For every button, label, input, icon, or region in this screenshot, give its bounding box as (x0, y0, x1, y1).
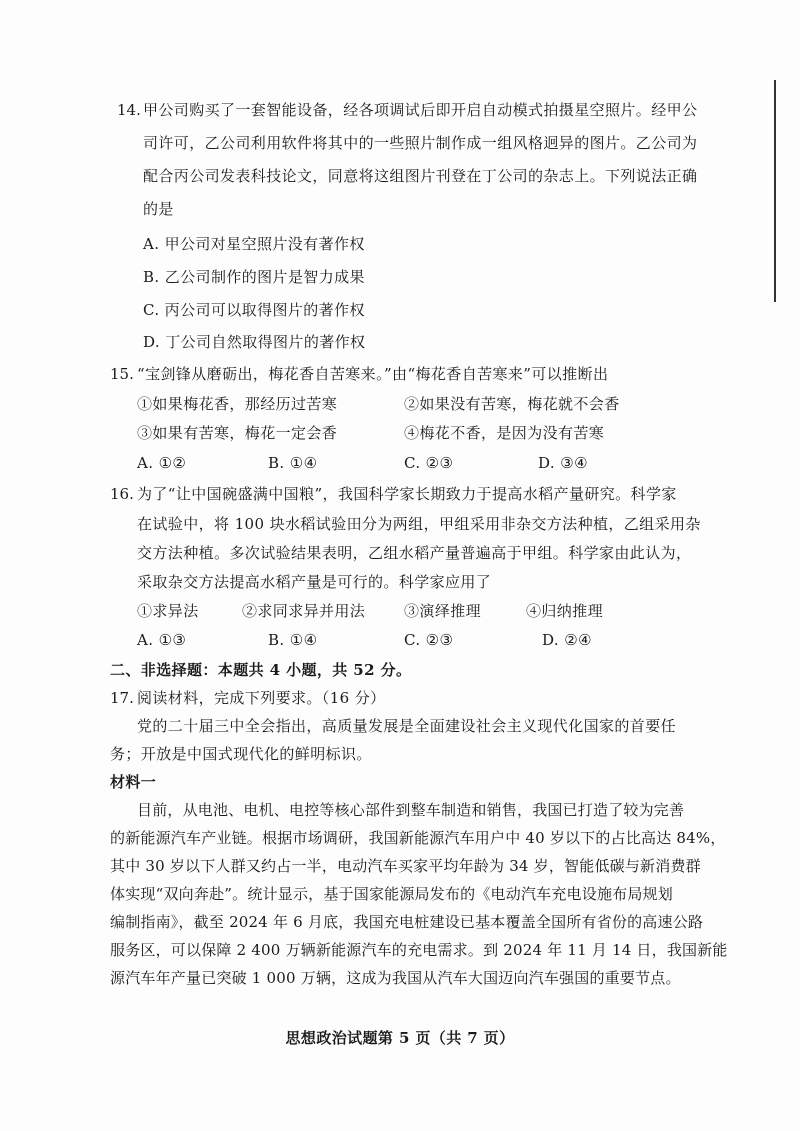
question-16-line: 采取杂交方法提高水稻产量是可行的。科学家应用了 (137, 573, 492, 591)
material-1-line: 体实现“双向奔赴”。统计显示，基于国家能源局发布的《电动汽车充电设施布局规划 (110, 885, 673, 903)
question-17-intro: 党的二十届三中全会指出，高质量发展是全面建设社会主义现代化国家的首要任 (137, 717, 677, 735)
material-1-line: 源汽车年产量已突破 1 000 万辆，这成为我国从汽车大国迈向汽车强国的重要节点。 (110, 969, 681, 987)
question-15-option-a: A. ①② (137, 454, 187, 472)
question-15-option-c: C. ②③ (404, 454, 454, 472)
material-1-line: 目前，从电池、电机、电控等核心部件到整车制造和销售，我国已打造了较为完善 (137, 801, 685, 819)
question-17-number: 17. (110, 689, 134, 707)
question-15-item: ③如果有苦寒，梅花一定会香 (137, 424, 338, 442)
material-1-line: 服务区，可以保障 2 400 万辆新能源汽车的充电需求。到 2024 年 11 月 14 日，我国新能 (110, 941, 728, 959)
question-16-option-d: D. ②④ (542, 631, 592, 649)
question-15-item: ④梅花不香，是因为没有苦寒 (404, 424, 605, 442)
question-16-option-b: B. ①④ (268, 631, 318, 649)
question-16-item: ②求同求异并用法 (242, 602, 366, 620)
question-14-option-a: A. 甲公司对星空照片没有著作权 (143, 235, 365, 253)
question-16-line: 在试验中，将 100 块水稻试验田分为两组，甲组采用非杂交方法种植，乙组采用杂 (137, 515, 701, 533)
page-footer: 思想政治试题第 5 页（共 7 页） (285, 1029, 515, 1047)
material-1-line: 其中 30 岁以下人群又约占一半，电动汽车买家平均年龄为 34 岁，智能低碳与新消费群 (110, 857, 701, 875)
question-16-line: 交方法种植。多次试验结果表明，乙组水稻产量普遍高于甲组。科学家由此认为， (137, 544, 692, 562)
question-15-option-b: B. ①④ (268, 454, 318, 472)
question-16-item: ④归纳推理 (526, 602, 604, 620)
question-15-item: ①如果梅花香，那经历过苦寒 (137, 395, 338, 413)
question-14-line: 甲公司购买了一套智能设备，经各项调试后即开启自动模式拍摄星空照片。经甲公 (143, 101, 698, 119)
question-15-option-d: D. ③④ (538, 454, 588, 472)
question-15-number: 15. (110, 365, 134, 383)
question-17-intro: 务；开放是中国式现代化的鲜明标识。 (110, 745, 372, 763)
question-14-line: 司许可，乙公司利用软件将其中的一些照片制作成一组风格迥异的图片。乙公司为 (143, 134, 698, 152)
question-14-option-d: D. 丁公司自然取得图片的著作权 (143, 333, 366, 351)
margin-rule (774, 80, 776, 302)
question-16-option-c: C. ②③ (404, 631, 454, 649)
question-15-stem: “宝剑锋从磨砺出，梅花香自苦寒来。”由“梅花香自苦寒来”可以推断出 (137, 365, 609, 383)
question-16-number: 16. (110, 485, 134, 503)
question-15-item: ②如果没有苦寒，梅花就不会香 (404, 395, 620, 413)
section-2-heading: 二、非选择题：本题共 4 小题，共 52 分。 (110, 661, 412, 679)
material-1-line: 编制指南》，截至 2024 年 6 月底，我国充电桩建设已基本覆盖全国所有省份的高速公路 (110, 913, 704, 931)
question-14-option-c: C. 丙公司可以取得图片的著作权 (143, 301, 365, 319)
question-16-option-a: A. ①③ (137, 631, 187, 649)
question-14-option-b: B. 乙公司制作的图片是智力成果 (143, 268, 365, 286)
question-14-number: 14. (117, 101, 141, 119)
question-14-line: 配合丙公司发表科技论文，同意将这组图片刊登在丁公司的杂志上。下列说法正确 (143, 167, 698, 185)
question-16-line: 为了“让中国碗盛满中国粮”，我国科学家长期致力于提高水稻产量研究。科学家 (137, 485, 677, 503)
question-16-item: ③演绎推理 (404, 602, 482, 620)
question-14-line: 的是 (143, 200, 174, 218)
question-16-item: ①求异法 (137, 602, 199, 620)
material-1-title: 材料一 (110, 773, 157, 791)
material-1-line: 的新能源汽车产业链。根据市场调研，我国新能源汽车用户中 40 岁以下的占比高达 84%， (110, 829, 726, 847)
question-17-stem: 阅读材料，完成下列要求。（16 分） (137, 689, 386, 707)
